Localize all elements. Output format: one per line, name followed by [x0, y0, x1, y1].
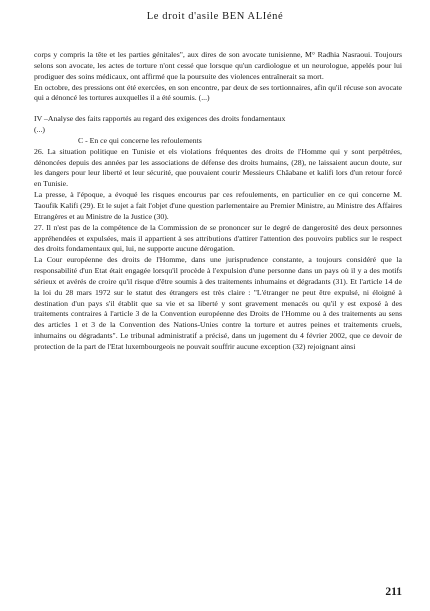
- paragraph: La Cour européenne des droits de l'Homme, dans une jurisprudence constante, a toujours considéré que la responsabilité d'un Etat était engagée lorsqu'il procède à l'expulsion d'une personne dans un pays où il y a des motifs sérieux et avérés de croire qu'il risque d'être soumis à des traitements inhumains et dégradants (31). Et l'article 14 de la loi du 28 mars 1972 sur le statut des étrangers est très claire : "L'étranger ne peut être expulsé, ni éloigné à destination d'un pays s'il établit que sa vie et sa liberté y sont gravement menacés ou qu'il y est exposé à des traitements contraires à l'article 3 de la Convention européenne des Droits de l'Homme ou à des traitements au sens des articles 1 et 3 de la Convention des Nations-Unies contre la torture et autres peines et traitements cruels, inhumains ou dégradants". Le tribunal administratif a précisé, dans un jugement du 4 février 2002, que ce devoir de protection de la part de l'Etat luxembourgeois ne pouvait souffrir aucune exception (32) rejoignant ainsi: [34, 255, 402, 351]
- paragraph: 26. La situation politique en Tunisie et els violations fréquentes des droits de l'Homme qui y sont perpétrées, dénoncées depuis des années par les associations de défense des droits humains, (28), ne laissaient aucun doute, sur les dangers pour leur liberté et leur sécurité, que pouvaient courir Messieurs Châabane et kalifi lors d'un retour forcé en Tunisie.: [34, 146, 402, 189]
- ellipsis: (...): [34, 125, 45, 135]
- paragraph: En octobre, des pressions ont été exercées, en son encontre, par deux de ses tortionnaires, afin qu'il récuse son avocate qui a dénoncé les tortures auxquelles il a été soumis. (...): [34, 82, 402, 103]
- section-heading: IV –Analyse des faits rapportés au regard des exigences des droits fondamentaux: [34, 114, 286, 124]
- paragraph: corps y compris la tête et les parties génitales", aux dires de son avocate tunisienne, M° Radhia Nasraoui. Toujours selons son avocate, les actes de torture n'ont cessé que lorsque qu'un cardiologue et un neurologue, appelés pour lui prodiguer des soins médicaux, ont affirmé que la poursuite des violences entraînerait sa mort.: [34, 50, 402, 81]
- paragraph: 27. Il n'est pas de la compétence de la Commission de se prononcer sur le degré de dangerosité des deux personnes appréhendées et expulsées, mais il appartient à ses attributions d'attirer l'attention des pouvoirs publics sur le respect des droits fondamentaux qui, lui, ne supporte aucune dérogation.: [34, 222, 402, 254]
- running-header: Le droit d'asile BEN ALIéné: [146, 11, 284, 22]
- spacer: [34, 104, 402, 114]
- body-text: [34, 50, 402, 353]
- page-number: 211: [385, 586, 402, 598]
- subsection-heading: C - En ce qui concerne les refoulements: [78, 135, 202, 145]
- paragraph: La presse, à l'époque, a évoqué les risques encourus par ces refoulements, en particulier en ce qui concerne M. Taoufik Kalifi (29). Et le sujet a fait l'objet d'une question parlementaire au Premier Ministre, au Ministre des Affaires Etrangères et au Ministre de la Justice (30).: [34, 190, 402, 221]
